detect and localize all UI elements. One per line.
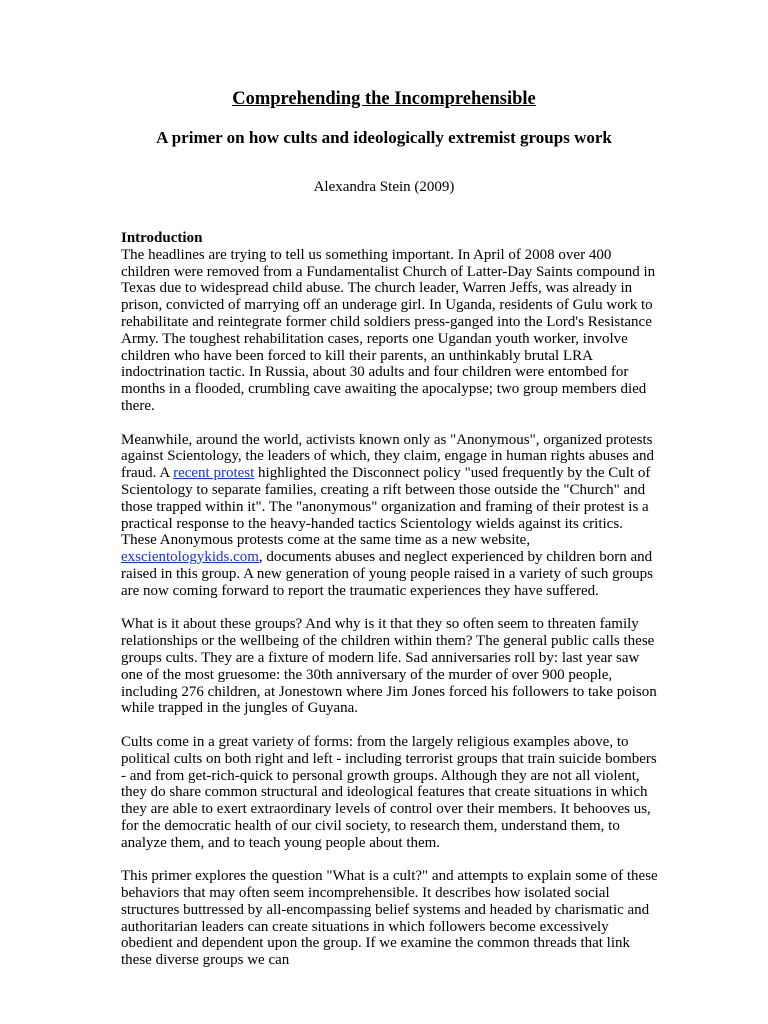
exscientologykids-link[interactable]: exscientologykids.com — [121, 549, 259, 566]
intro-paragraph-1 — [121, 230, 661, 415]
author-line: Alexandra Stein (2009) — [313, 179, 455, 195]
document-subtitle: A primer on how cults and ideologically extremist groups work — [156, 128, 612, 147]
paragraph-text: Meanwhile, around the world, activists known only as "Anonymous", organized protests against Scientology, the leaders of which, they claim, engage in human rights abuses and fraud. A — [121, 431, 655, 482]
document-body — [121, 230, 661, 986]
intro-paragraph-3: What is it about these groups? And why is it that they so often seem to threaten family relationships or the wellbeing of the children within them? The general public calls these groups cults. They are a fixture of modern life. Sad anniversaries roll by: last year saw one of the most gruesome: the 30th anniversary of the murder of over 900 people, including 276 children, at Jonestown where Jim Jones forced his followers to take poison while trapped in the jungles of Guyana. — [121, 616, 657, 717]
paragraph-text: highlighted the Disconnect policy "used frequently by the Cult of Scientology to separate families, creating a rift between those outside the "Church" and those trapped within it". The "anonymous" organization and framing of their protest is a practical response to the heavy-handed tactics Scientology wields against its critics. These Anonymous protests come at the same time as a new website, — [121, 465, 651, 549]
paragraph-text: , documents abuses and neglect experienced by children born and raised in this group. A new generation of young people raised in a variety of such groups are now coming forward to report the traumatic experiences they have suffered. — [121, 549, 653, 599]
intro-paragraph-5: This primer explores the question "What is a cult?" and attempts to explain some of these behaviors that may often seem incomprehensible. It describes how isolated social structures buttressed by all-encompassing belief systems and headed by charismatic and authoritarian leaders can create situations in which followers become excessively obedient and dependent upon the group. If we examine the common threads that link these diverse groups we can — [121, 868, 658, 969]
recent-protest-link[interactable]: recent protest — [173, 465, 255, 482]
document-title: Comprehending the Incomprehensible — [232, 89, 536, 109]
section-heading-introduction: Introduction — [121, 230, 203, 246]
paragraph-text: The headlines are trying to tell us something important. In April of 2008 over 400 children were removed from a Fundamentalist Church of Latter-Day Saints compound in Texas due to widespread child abuse. The church leader, Warren Jeffs, was already in prison, convicted of marrying off an underage girl. In Uganda, residents of Gulu work to rehabilitate and reintegrate former child soldiers press-ganged into the Lord's Resistance Army. The toughest rehabilitation cases, reports one Ugandan youth worker, involve children who have been forced to kill their parents, an unthinkably brutal LRA indoctrination tactic. In Russia, about 30 adults and four children were entombed for months in a flooded, crumbling cave awaiting the apocalypse; two group members died there. — [121, 246, 656, 414]
intro-paragraph-4: Cults come in a great variety of forms: from the largely religious examples above, to political cults on both right and left - including terrorist groups that train suicide bombers - and from get-rich-quick to personal growth groups. Although they are not all violent, they do share common structural and ideological features that create situations in which they are able to exert extraordinary levels of control over their members. It behooves us, for the democratic health of our civil society, to research them, understand them, to analyze them, and to teach young people about them. — [121, 733, 657, 851]
intro-paragraph-2 — [121, 432, 661, 600]
